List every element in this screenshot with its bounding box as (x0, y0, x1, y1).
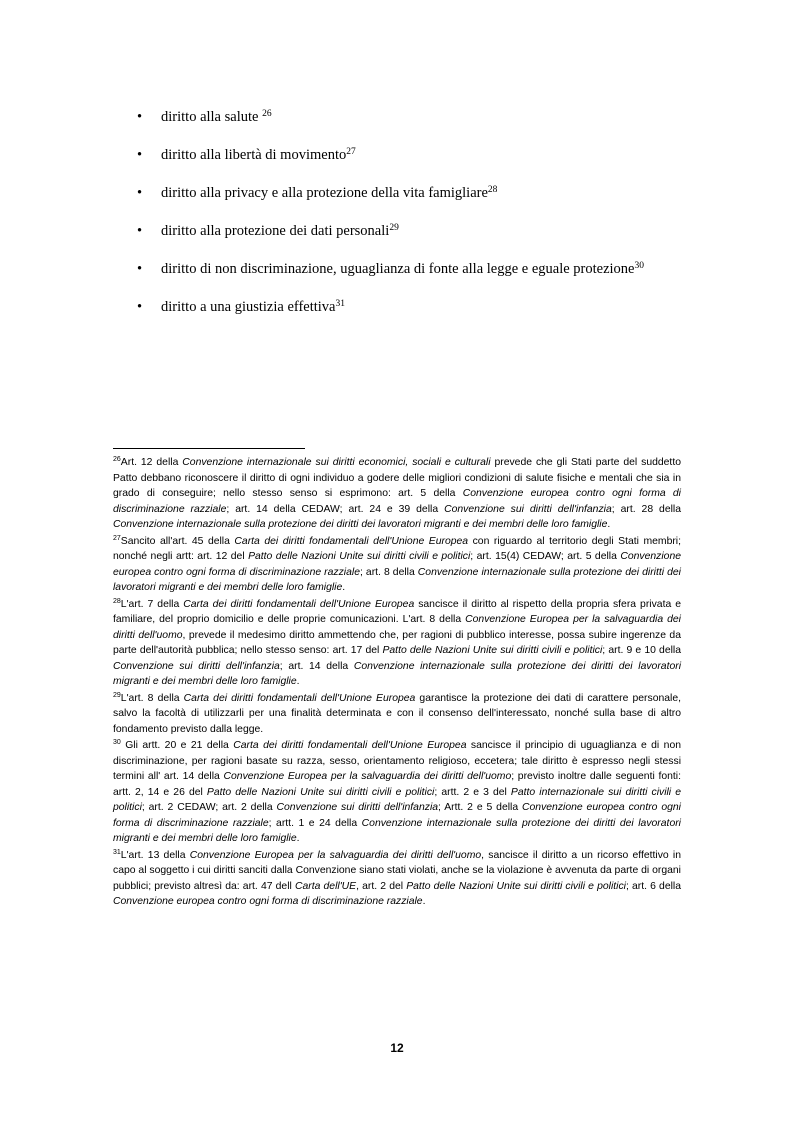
list-item-text: diritto di non discriminazione, uguaglianza di fonte alla legge e eguale protezione (161, 261, 635, 277)
footnote-text: , art. 2 del (356, 880, 407, 892)
footnote-ref: 27 (346, 146, 356, 157)
list-item (0, 294, 794, 320)
footnote-text: Gli artt. 20 e 21 della (120, 740, 234, 751)
footnote-text: ; art. 14 della CEDAW; art. 24 e 39 della (226, 503, 445, 515)
footnote-citation: Convenzione Europea per la salvaguardia dei diritti dell'uomo (113, 614, 681, 641)
footnote-citation: Convenzione internazionale sui diritti economici, sociali e culturali (182, 457, 491, 468)
footnote-citation: Convenzione sui diritti dell'infanzia (276, 802, 439, 813)
footnote-text: . (296, 833, 300, 844)
footnote-citation: Convenzione Europea per la salvaguardia dei diritti dell'uomo (223, 771, 512, 782)
footnote-number: 28 (113, 597, 121, 605)
footnote-text: ; art. 2 CEDAW; art. 2 della (141, 802, 277, 813)
list-item-text: diritto alla salute (161, 109, 263, 125)
footnote-citation: Convenzione internazionale sulla protezione dei diritti dei lavoratori migranti e dei membri delle loro famiglie (113, 566, 681, 593)
footnote-text: ; artt. 1 e 24 della (268, 817, 362, 829)
footnote-text: prevede che gli Stati parte del suddetto Patto debbano riconoscere il diritto di ogni individuo a godere delle migliori condizioni di salute fisiche e mentali che sia in grado di conseguire; nello stesso senso si esprimono: art. 5 della (113, 457, 681, 499)
footnote-ref: 31 (335, 298, 345, 309)
footnote-text: ; art. 9 e 10 della (602, 645, 682, 656)
list-item (0, 104, 794, 130)
footnote-separator (113, 448, 305, 449)
list-item-text: diritto alla protezione dei dati personali (161, 223, 390, 239)
footnote-text: ; art. 8 della (359, 566, 418, 578)
footnote-number: 31 (113, 848, 121, 856)
footnote-text: , prevede il medesimo diritto ammettendo che, per ragioni di pubblico interesse, possa subire ingerenze da parte dell'autorità pubblica; nello stesso senso: art. 17 del (113, 629, 681, 656)
footnote-ref: 28 (487, 184, 498, 195)
footnote-text: Sancito all'art. 45 della (120, 535, 235, 547)
footnote-text: sancisce il diritto al rispetto della propria sfera privata e familiare, del proprio domicilio e delle proprie comunicazioni. L'art. 8 della (113, 598, 681, 625)
footnote-text: . (422, 896, 426, 907)
footnote-30 (113, 738, 681, 847)
footnote-citation: Carta dell'UE (294, 880, 357, 892)
footnote-29 (113, 691, 681, 738)
list-item (0, 180, 794, 206)
footnote-ref: 26 (262, 108, 272, 119)
footnote-text: ; art. 6 della (625, 880, 682, 892)
footnote-citation: Convenzione internazionale sulla protezione dei diritti dei lavoratori migranti e dei membri delle loro famiglie (113, 660, 681, 687)
footnote-citation: Convenzione europea contro ogni forma di discriminazione razziale (113, 488, 681, 515)
bullet-icon: • (137, 223, 143, 239)
rights-list (0, 104, 794, 332)
list-item-text: diritto alla libertà di movimento (161, 147, 347, 163)
footnote-citation: Carta dei diritti fondamentali dell'Unione Europea (233, 740, 467, 751)
list-item-text: diritto alla privacy e alla protezione della vita famigliare (161, 185, 488, 201)
footnote-text: ; art. 28 della (611, 503, 681, 515)
bullet-icon: • (137, 147, 143, 163)
bullet-icon: • (137, 109, 143, 125)
footnote-text: L'art. 8 della (120, 692, 184, 704)
footnote-text: L'art. 7 della (120, 598, 184, 610)
footnote-text: sancisce il principio di uguaglianza e di non discriminazione, per ragioni basate su razza, sesso, orientamento religioso, eccetera; tale diritto è espresso negli stessi termini all' art. 14 della (113, 740, 682, 782)
footnote-citation: Carta dei diritti fondamentali dell'Unione Europea (183, 692, 416, 704)
footnote-citation: Convenzione internazionale sulla protezione dei diritti dei lavoratori migranti e dei membri delle loro famiglie (113, 519, 608, 530)
footnote-citation: Convenzione europea contro ogni forma di discriminazione razziale (113, 551, 681, 578)
footnote-26 (113, 455, 681, 533)
footnote-text: con riguardo al territorio degli Stati membri; nonché negli artt: art. 12 del (113, 535, 682, 562)
footnote-citation: Patto internazionale sui diritti civili e politici (113, 786, 681, 813)
footnote-text: ; art. 15(4) CEDAW; art. 5 della (470, 551, 621, 562)
list-item (0, 218, 794, 244)
footnote-citation: Convenzione europea contro ogni forma di discriminazione razziale (113, 802, 681, 829)
footnote-text: . (296, 676, 300, 687)
footnote-citation: Patto delle Nazioni Unite sui diritti civili e politici (206, 786, 435, 798)
list-item-text: diritto a una giustizia effettiva (161, 299, 336, 315)
footnote-citation: Convenzione Europea per la salvaguardia dei diritti dell'uomo (189, 849, 482, 861)
footnote-number: 30 (113, 738, 121, 746)
footnotes (113, 455, 681, 911)
footnote-citation: Convenzione sui diritti dell'infanzia (113, 660, 280, 672)
footnote-text: ; art. 14 della (279, 660, 354, 672)
footnote-text: Art. 12 della (120, 457, 183, 468)
footnote-citation: Carta dei diritti fondamentali dell'Unione Europea (183, 598, 415, 610)
footnote-text: ; artt. 2 e 3 del (434, 786, 511, 798)
list-item (0, 142, 794, 168)
footnote-31 (113, 848, 681, 910)
footnote-ref: 29 (389, 222, 399, 233)
footnote-text: ; Artt. 2 e 5 della (438, 802, 523, 813)
footnote-28 (113, 597, 681, 690)
footnote-citation: Convenzione europea contro ogni forma di discriminazione razziale (113, 896, 423, 907)
bullet-icon: • (137, 185, 143, 201)
footnote-text: L'art. 13 della (120, 849, 190, 861)
bullet-icon: • (137, 299, 143, 315)
footnote-number: 26 (113, 455, 121, 463)
footnote-27 (113, 534, 681, 596)
footnote-citation: Convenzione sui diritti dell'infanzia (444, 503, 612, 515)
footnote-text: garantisce la protezione dei dati di carattere personale, salvo la facoltà di utilizzarli per una finalità determinata e con il consenso dell'interessato, nonché sulla base di altro fondamento previsto dalla legge. (113, 692, 682, 735)
page-number: 12 (390, 1041, 404, 1055)
footnote-number: 29 (113, 691, 121, 699)
footnote-text: ; previsto inoltre dalle seguenti fonti: artt. 2, 14 e 26 del (113, 771, 681, 798)
footnote-number: 27 (113, 534, 121, 542)
footnote-citation: Convenzione internazionale sulla protezione dei diritti dei lavoratori migranti e dei membri delle loro famiglie (113, 817, 681, 844)
bullet-icon: • (137, 261, 143, 277)
list-item (0, 256, 794, 282)
footnote-ref: 30 (634, 260, 644, 271)
footnote-text: . (607, 519, 611, 530)
footnote-text: . (342, 582, 346, 593)
footnote-citation: Patto delle Nazioni Unite sui diritti civili e politici (406, 880, 626, 892)
footnote-citation: Carta dei diritti fondamentali dell'Unione Europea (234, 535, 469, 547)
footnote-citation: Patto delle Nazioni Unite sui diritti civili e politici (382, 645, 603, 656)
footnote-text: , sancisce il diritto a un ricorso effettivo in capo al soggetto i cui diritti sanciti dalla Convenzione siano stati violati, anche se la violazione è avvenuta da parte di organi pubblici; previsto altresì da: art. 47 dell (113, 849, 682, 892)
footnote-citation: Patto delle Nazioni Unite sui diritti civili e politici (248, 551, 471, 562)
